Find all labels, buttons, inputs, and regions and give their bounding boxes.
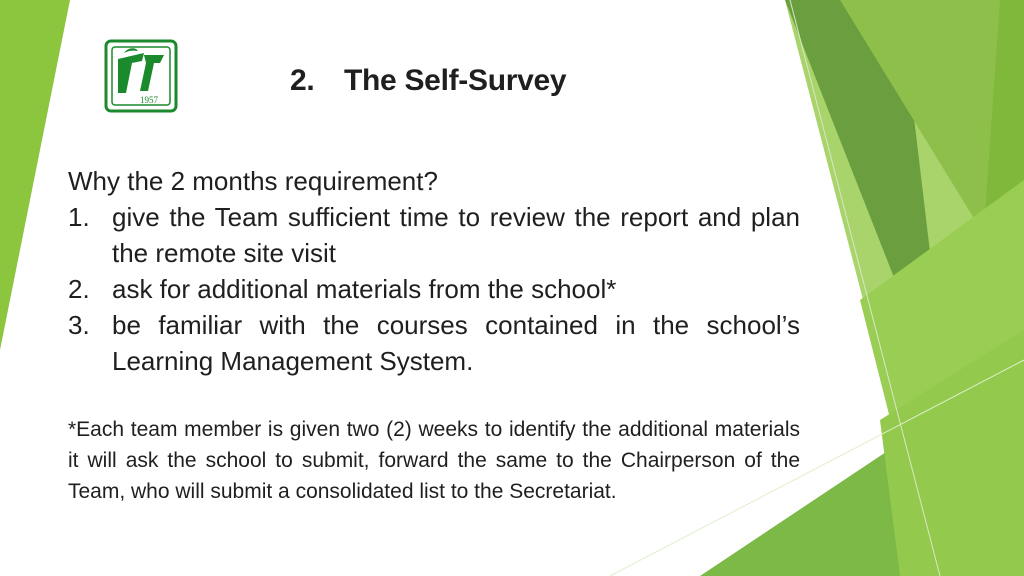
list-item xyxy=(68,307,800,379)
slide-title xyxy=(290,64,566,98)
school-logo xyxy=(104,39,178,113)
reasons-list xyxy=(68,199,800,379)
item-text: ask for additional materials from the school* xyxy=(112,274,617,304)
item-number: 3. xyxy=(68,310,90,340)
item-number: 1. xyxy=(68,202,90,232)
item-text: be familiar with the courses contained in the school’s Learning Management System. xyxy=(112,310,800,376)
footnote-text: *Each team member is given two (2) weeks to identify the additional materials it will ask the school to submit, forward the same to the Chairperson of the Team, who will submit a consolidated list to the Secretariat. xyxy=(68,418,800,503)
list-item xyxy=(68,271,800,307)
logo-year: 1957 xyxy=(140,95,158,105)
question-text: Why the 2 months requirement? xyxy=(68,166,438,196)
title-text: The Self-Survey xyxy=(344,64,567,97)
slide-body xyxy=(68,163,800,379)
list-item xyxy=(68,199,800,271)
item-text: give the Team sufficient time to review the report and plan the remote site visit xyxy=(112,202,800,268)
title-number: 2. xyxy=(290,64,315,97)
item-number: 2. xyxy=(68,274,90,304)
